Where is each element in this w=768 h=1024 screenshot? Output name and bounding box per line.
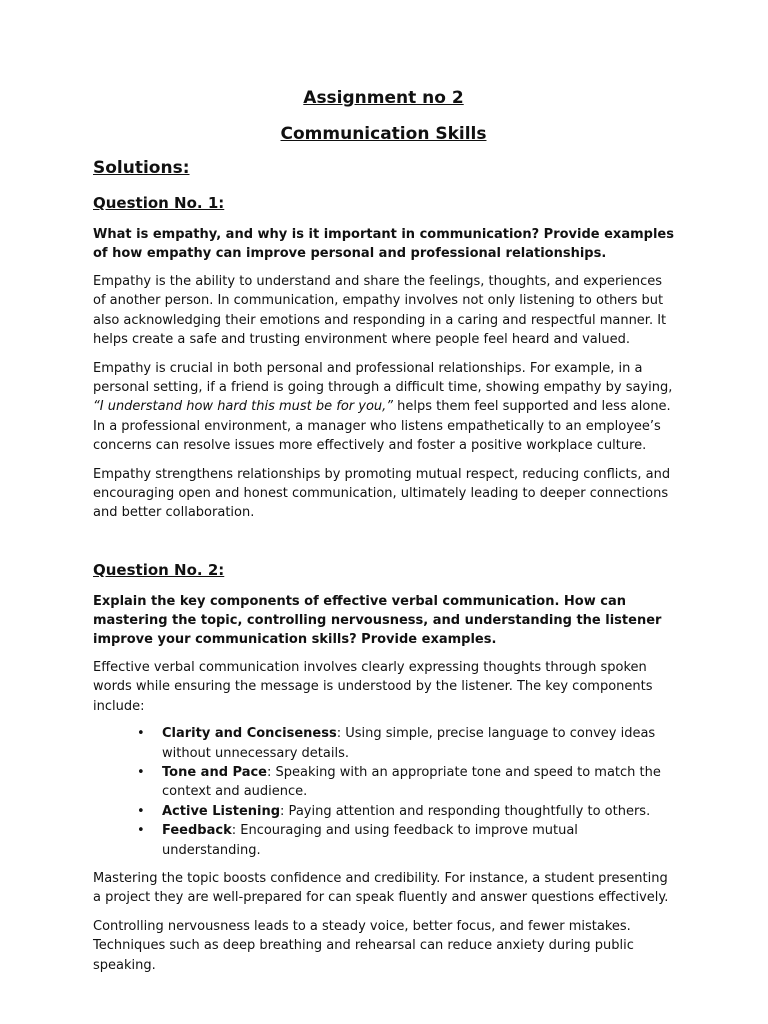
answer-1-paragraph-2 xyxy=(93,359,674,456)
question-1-text: What is empathy, and why is it important in communication? Provide examples of how empathy can improve personal and professional relationships. xyxy=(93,227,674,261)
key-components-list xyxy=(93,724,674,860)
question-1-heading: Question No. 1: xyxy=(93,194,225,212)
bullet-icon: • xyxy=(137,726,145,742)
empathy-quote: “I understand how hard this must be for you,” xyxy=(93,399,394,415)
answer-1-paragraph-3: Empathy strengthens relationships by promoting mutual respect, reducing conflicts, and encouraging open and honest communication, ultimately leading to deeper connections and better collaboration. xyxy=(93,466,671,521)
bullet-icon: • xyxy=(137,803,145,819)
list-item xyxy=(137,763,674,802)
question-1-section xyxy=(93,192,674,523)
list-item-term: Tone and Pace xyxy=(162,764,268,780)
bullet-icon: • xyxy=(137,823,145,839)
list-item-term: Feedback xyxy=(162,823,232,839)
document-title: Assignment no 2 xyxy=(303,88,464,108)
document-subtitle: Communication Skills xyxy=(280,124,487,144)
list-item xyxy=(137,821,674,860)
answer-1-paragraph-1: Empathy is the ability to understand and share the feelings, thoughts, and experiences of another person. In communication, empathy involves not only listening to others but also acknowledging their emotions and responding in a caring and respectful manner. It helps create a safe and trusting environment where people feel heard and valued. xyxy=(93,274,667,348)
list-item-term: Clarity and Conciseness xyxy=(162,726,337,742)
list-item-desc: : Using simple, precise language to convey ideas without unnecessary details. xyxy=(162,726,656,761)
answer-2-nervousness-paragraph: Controlling nervousness leads to a steady voice, better focus, and fewer mistakes. Techniques such as deep breathing and rehearsal can reduce anxiety during public speaking. xyxy=(93,918,634,973)
list-item xyxy=(137,802,674,821)
answer-2-intro: Effective verbal communication involves clearly expressing thoughts through spoken words while ensuring the message is understood by the listener. The key components include: xyxy=(93,659,653,714)
question-2-section xyxy=(93,559,674,975)
question-2-text: Explain the key components of effective verbal communication. How can mastering the topic, controlling nervousness, and understanding the listener improve your communication skills? Provide examples. xyxy=(93,593,662,647)
question-2-heading: Question No. 2: xyxy=(93,560,225,579)
list-item xyxy=(137,724,674,763)
solutions-heading: Solutions: xyxy=(93,158,190,178)
list-item-desc: : Paying attention and responding thoughtfully to others. xyxy=(280,803,651,819)
list-item-term: Active Listening xyxy=(162,803,281,819)
list-item-desc: : Encouraging and using feedback to improve mutual understanding. xyxy=(162,823,578,858)
list-item-desc: : Speaking with an appropriate tone and speed to match the context and audience. xyxy=(162,764,661,800)
bullet-icon: • xyxy=(137,764,145,780)
answer-1-paragraph-2-before: Empathy is crucial in both personal and professional relationships. For example, in a personal setting, if a friend is going through a difficult time, showing empathy by saying, xyxy=(93,360,673,396)
answer-2-mastering-paragraph: Mastering the topic boosts confidence and credibility. For instance, a student presenting a project they are well-prepared for can speak fluently and answer questions effectively. xyxy=(93,870,669,906)
answer-1-paragraph-2-after: helps them feel supported and less alone. In a professional environment, a manager who listens empathetically to an employee’s concerns can resolve issues more effectively and foster a positive workplace culture. xyxy=(93,399,671,454)
